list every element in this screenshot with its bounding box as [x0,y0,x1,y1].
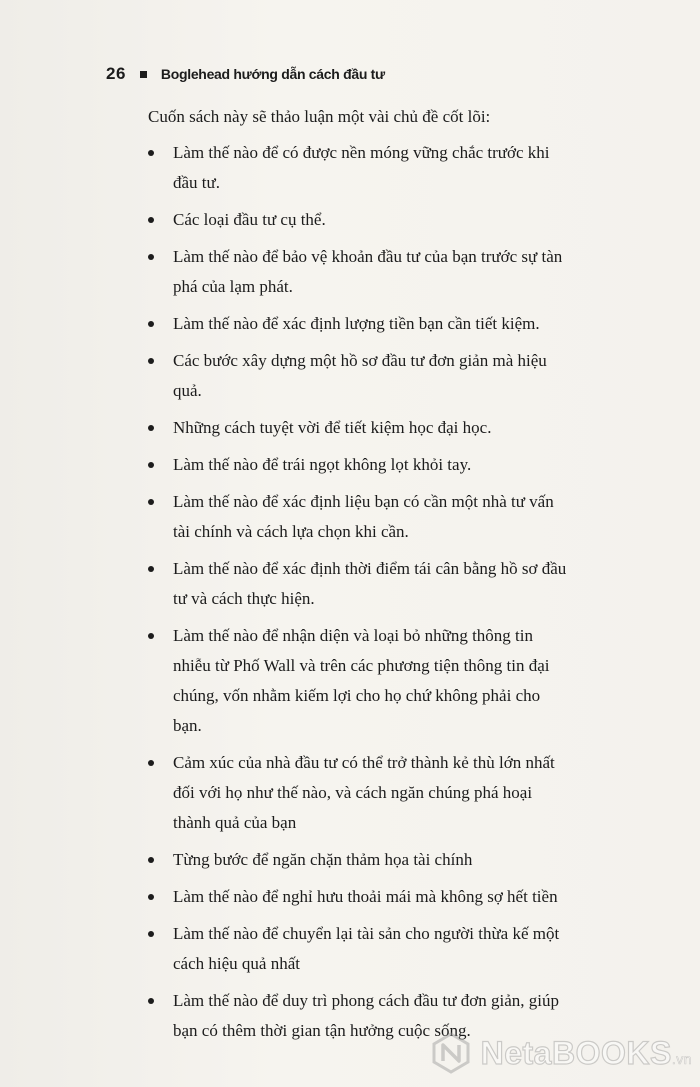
list-item [148,346,568,406]
bullet-icon [148,894,154,900]
netabooks-logo-icon [429,1031,473,1075]
bullet-icon [148,425,154,431]
list-item-text: Làm thế nào để duy trì phong cách đầu tư đơn giản, giúp bạn có thêm thời gian tận hưởng cuộc sống. [173,991,559,1040]
list-item-text: Những cách tuyệt vời để tiết kiệm học đại học. [173,418,492,437]
bullet-icon [148,254,154,260]
list-item-text: Làm thế nào để xác định thời điểm tái cân bằng hồ sơ đầu tư và cách thực hiện. [173,559,567,608]
list-item-text: Làm thế nào để chuyển lại tài sản cho người thừa kế một cách hiệu quả nhất [173,924,560,973]
watermark-brand [481,1035,692,1072]
running-head [106,64,385,84]
bullet-icon [148,462,154,468]
list-item [148,413,568,443]
watermark-brand-text: NetaBOOKS [480,1034,672,1071]
list-item-text: Các loại đầu tư cụ thể. [173,210,326,229]
list-item [148,882,568,912]
list-item [148,554,568,614]
page-number: 26 [106,64,126,83]
intro-paragraph: Cuốn sách này sẽ thảo luận một vài chủ đề cốt lõi: [148,107,491,126]
list-item [148,919,568,979]
list-item-text: Làm thế nào để xác định liệu bạn có cần một nhà tư vấn tài chính và cách lựa chọn khi cần. [173,492,554,541]
list-item [148,621,568,741]
bullet-icon [148,760,154,766]
bullet-icon [148,499,154,505]
list-item-text: Làm thế nào để nghỉ hưu thoải mái mà không sợ hết tiền [173,887,558,906]
list-item [148,487,568,547]
bullet-icon [148,321,154,327]
list-item [148,242,568,302]
list-item-text: Làm thế nào để nhận diện và loại bỏ những thông tin nhiễu từ Phố Wall và trên các phương tiện thông tin đại chúng, vốn nhằm kiếm lợi cho họ chứ không phải cho bạn. [173,626,550,735]
list-item-text: Các bước xây dựng một hồ sơ đầu tư đơn giản mà hiệu quả. [173,351,547,400]
bullet-icon [148,150,154,156]
list-item [148,309,568,339]
list-item-text: Làm thế nào để trái ngọt không lọt khỏi tay. [173,455,472,474]
list-item [148,845,568,875]
list-item-text: Từng bước để ngăn chặn thảm họa tài chính [173,850,473,869]
main-content [148,102,568,1053]
list-item [148,138,568,198]
topic-list [148,138,568,1046]
square-separator-icon [140,71,147,78]
bullet-icon [148,931,154,937]
list-item [148,748,568,838]
bullet-icon [148,217,154,223]
book-title: Boglehead hướng dẫn cách đầu tư [160,66,385,82]
list-item-text: Làm thế nào để xác định lượng tiền bạn cần tiết kiệm. [173,314,540,333]
watermark-suffix: .vn [671,1050,692,1067]
bullet-icon [148,998,154,1004]
list-item-text: Làm thế nào để có được nền móng vững chắc trước khi đầu tư. [173,143,550,192]
list-item [148,205,568,235]
list-item-text: Cảm xúc của nhà đầu tư có thể trở thành kẻ thù lớn nhất đối với họ như thế nào, và cách ngăn chúng phá hoại thành quả của bạn [173,753,555,832]
bullet-icon [148,566,154,572]
list-item [148,450,568,480]
bullet-icon [148,358,154,364]
watermark [429,1031,692,1075]
list-item-text: Làm thế nào để bảo vệ khoản đầu tư của bạn trước sự tàn phá của lạm phát. [173,247,563,296]
bullet-icon [148,633,154,639]
bullet-icon [148,857,154,863]
